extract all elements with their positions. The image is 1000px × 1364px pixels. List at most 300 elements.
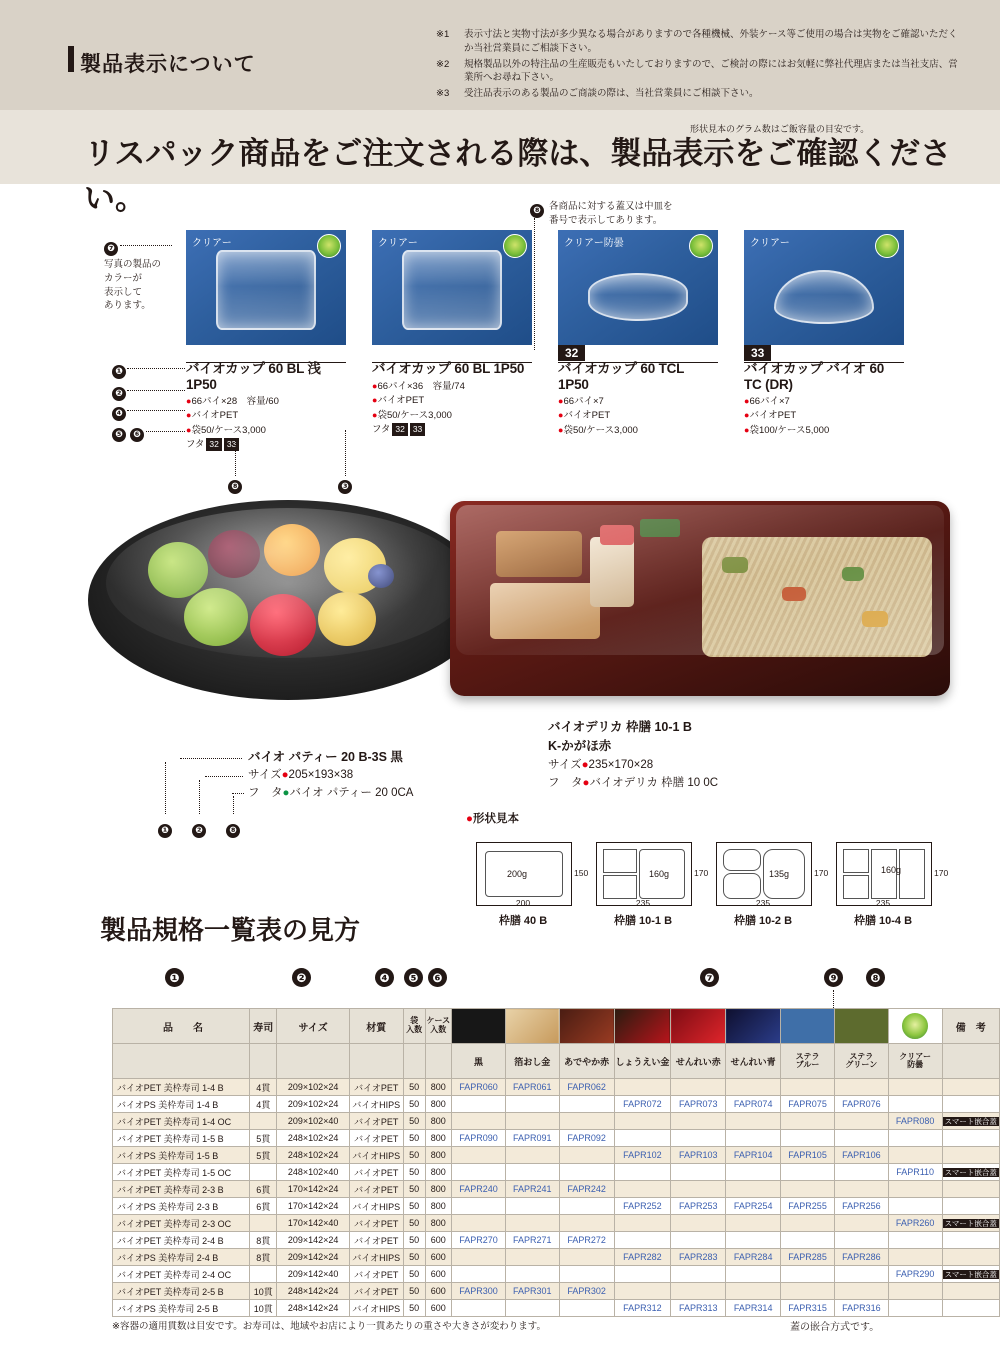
cell-size: 209×102×40: [277, 1113, 349, 1130]
leader-line: [127, 410, 185, 411]
cell-product-code: [781, 1181, 835, 1198]
cup-color-label: クリアー: [192, 238, 232, 249]
th-blank: [942, 1044, 999, 1079]
col-marker-1: [165, 968, 184, 987]
callout-number-6: ❻: [428, 968, 447, 987]
cell-sushi-count: [249, 1266, 277, 1283]
cell-bag-qty: 50: [403, 1147, 425, 1164]
cell-product-code: FAPR282: [614, 1249, 671, 1266]
th-name: 品 名: [113, 1009, 250, 1044]
cell-product-code: FAPR301: [505, 1283, 559, 1300]
cell-product-code: FAPR270: [452, 1232, 506, 1249]
shape-grams: 160g: [881, 865, 902, 875]
cell-product-code: FAPR285: [781, 1249, 835, 1266]
divider: [744, 362, 904, 363]
swatch-stella-green: [834, 1009, 888, 1044]
cup-spec: [372, 380, 532, 437]
shape-label: 枠膳 10-4 B: [853, 915, 913, 927]
cup-capacity: 容量/60: [246, 396, 279, 407]
shape-cell: [843, 875, 869, 899]
cup-name: バイオカップ 60 BL 浅 1P50: [186, 361, 321, 392]
cell-product-code: [671, 1215, 726, 1232]
col-marker-2: [292, 968, 311, 987]
cup-spec: [744, 395, 904, 438]
table-row: [113, 1096, 1000, 1113]
cell-material: バイオHIPS: [349, 1147, 403, 1164]
cell-case-qty: 800: [425, 1113, 452, 1130]
product-lid: バイオ パティー 20 0CA: [289, 787, 414, 800]
cell-product-code: FAPR073: [671, 1096, 726, 1113]
bullet-icon: ●: [466, 813, 473, 825]
cell-product-code: [505, 1215, 559, 1232]
col-marker-6: [428, 968, 447, 987]
callout-marker-5: [112, 424, 126, 442]
leader-line: [235, 440, 236, 476]
product-photo-fruit-bowl: [88, 500, 488, 715]
bullet-icon: ●: [558, 396, 564, 406]
cell-product-code: [505, 1198, 559, 1215]
cup-lid-code: 33: [410, 423, 425, 436]
callout-number-5: ❺: [404, 968, 423, 987]
callout-marker-8b: [226, 820, 240, 838]
eco-mark-icon: [689, 234, 713, 258]
bullet-icon: ●: [744, 424, 750, 435]
cell-bag-qty: 50: [403, 1198, 425, 1215]
table-row: [113, 1215, 1000, 1232]
product-caption-2: [548, 718, 848, 792]
cell-product-code: [559, 1198, 614, 1215]
cell-case-qty: 800: [425, 1198, 452, 1215]
cup-spec: [558, 395, 718, 438]
cell-case-qty: 800: [425, 1147, 452, 1164]
cell-size: 209×102×24: [277, 1079, 349, 1096]
cup-size: 66パイ×36: [377, 381, 424, 392]
cup-material: バイオPET: [191, 410, 239, 422]
cell-product-code: [834, 1232, 888, 1249]
note-text: 表示寸法と実物寸法が多少異なる場合がありますので各種機械、外装ケース等ご使用の場合は実物をご確認いただくか当社営業員にご相談下さい。: [464, 29, 958, 54]
smart-lid-badge: スマート嵌合蓋: [944, 1167, 997, 1177]
cell-bag-qty: 50: [403, 1215, 425, 1232]
th-case-line1: ケース: [426, 1016, 451, 1026]
product-lid-label: フ タ: [248, 787, 283, 800]
callout-number-8: ❽: [530, 204, 544, 218]
cell-product-code: [834, 1181, 888, 1198]
swatch-hakuoshikin: [505, 1009, 559, 1044]
cell-case-qty: 800: [425, 1130, 452, 1147]
cell-product-code: [888, 1181, 942, 1198]
cell-product-code: FAPR283: [671, 1249, 726, 1266]
cup-lid-label: フタ: [186, 438, 205, 450]
table-row: [113, 1249, 1000, 1266]
table-row: [113, 1181, 1000, 1198]
callout-7-line: 表示して: [104, 286, 143, 298]
th-color-2: あでやか赤: [559, 1044, 614, 1079]
note-key: ※1: [436, 29, 450, 40]
eco-mark-icon: [503, 234, 527, 258]
cup-spec: [186, 395, 346, 452]
cell-product-code: [781, 1283, 835, 1300]
cell-sushi-count: 8貫: [249, 1249, 277, 1266]
callout-number-2: ❷: [112, 387, 126, 401]
cell-product-code: FAPR290: [888, 1266, 942, 1283]
callout-8-line: 番号で表示してあります。: [549, 214, 663, 226]
cup-photo: [558, 230, 718, 345]
product-lid: バイオデリカ 枠膳 10 0C: [589, 776, 719, 789]
cell-product-code: FAPR313: [671, 1300, 726, 1317]
cell-product-code: FAPR315: [781, 1300, 835, 1317]
cell-product-code: [559, 1215, 614, 1232]
shape-label: 枠膳 40 B: [498, 915, 548, 927]
divider: [186, 362, 346, 363]
bullet-icon: ●: [744, 410, 750, 421]
cell-product-code: [614, 1232, 671, 1249]
shape-cell: [603, 875, 637, 899]
cell-product-name: バイオPET 美枠寿司 1-5 OC: [113, 1164, 250, 1181]
cell-product-code: [671, 1181, 726, 1198]
cell-product-code: [559, 1147, 614, 1164]
shape-width: 235: [875, 898, 891, 908]
cell-bag-qty: 50: [403, 1164, 425, 1181]
cell-product-code: FAPR074: [726, 1096, 781, 1113]
cell-product-code: FAPR272: [559, 1232, 614, 1249]
callout-number-3: ❸: [338, 480, 352, 494]
smart-lid-badge: スマート嵌合蓋: [944, 1116, 997, 1126]
callout-number-7: ❼: [104, 242, 118, 256]
shape-height: 170: [934, 868, 949, 878]
table-footnote-2: 蓋の嵌合方式です。: [790, 1322, 880, 1333]
cell-product-code: FAPR110: [888, 1164, 942, 1181]
cell-material: バイオPET: [349, 1215, 403, 1232]
cell-product-code: [614, 1283, 671, 1300]
cup-material: バイオPET: [377, 395, 425, 407]
product-photo-bento: [430, 495, 960, 720]
cell-product-code: FAPR286: [834, 1249, 888, 1266]
callout-marker-2: [112, 383, 126, 401]
table-row: [113, 1266, 1000, 1283]
bullet-icon: ●: [581, 758, 589, 771]
product-size: 205×193×38: [288, 769, 354, 782]
divider: [372, 362, 532, 363]
cell-case-qty: 600: [425, 1249, 452, 1266]
col-marker-9: [824, 968, 843, 987]
shape-grams: 160g: [649, 869, 670, 879]
cell-remark: [942, 1300, 999, 1317]
cell-bag-qty: 50: [403, 1113, 425, 1130]
col-marker-4: [375, 968, 394, 987]
cell-product-code: FAPR105: [781, 1147, 835, 1164]
shape-cell: [603, 849, 637, 873]
cell-product-code: FAPR256: [834, 1198, 888, 1215]
table-row: [113, 1130, 1000, 1147]
table-row: [113, 1147, 1000, 1164]
page-header: [0, 0, 1000, 110]
product-name: バイオ パティー 20 B-3S 黒: [248, 750, 403, 764]
bullet-icon: ●: [186, 424, 192, 435]
leader-line: [165, 762, 166, 814]
cell-remark: [942, 1232, 999, 1249]
cell-product-name: バイオPS 美枠寿司 1-4 B: [113, 1096, 250, 1113]
leader-line: [205, 776, 243, 777]
cell-product-name: バイオPS 美枠寿司 2-3 B: [113, 1198, 250, 1215]
callout-number-4: ❹: [112, 407, 126, 421]
cell-product-code: FAPR271: [505, 1232, 559, 1249]
cup-lid-code: 32: [392, 423, 407, 436]
cup-card-2: [372, 230, 532, 437]
bullet-icon: ●: [282, 787, 290, 800]
cell-product-name: バイオPET 美枠寿司 2-3 B: [113, 1181, 250, 1198]
leader-line: [232, 793, 244, 794]
callout-8-marker: [530, 200, 544, 218]
th-blank: [249, 1044, 277, 1079]
product-name: バイオデリカ 枠膳 10-1 B: [548, 720, 692, 734]
cell-product-code: [726, 1079, 781, 1096]
callout-number-2: ❷: [192, 824, 206, 838]
col-marker-7: [700, 968, 719, 987]
cell-remark: [942, 1198, 999, 1215]
cell-bag-qty: 50: [403, 1300, 425, 1317]
header-accent-bar: [68, 46, 74, 72]
th-blank: [425, 1044, 452, 1079]
cell-product-code: [452, 1096, 506, 1113]
cell-bag-qty: 50: [403, 1266, 425, 1283]
cell-product-code: [452, 1215, 506, 1232]
shape-height: 150: [574, 868, 589, 878]
callout-8-text: [549, 200, 769, 228]
cell-product-code: [781, 1215, 835, 1232]
cell-product-code: FAPR062: [559, 1079, 614, 1096]
cell-size: 170×142×40: [277, 1215, 349, 1232]
th-color-5: せんれい青: [726, 1044, 781, 1079]
cell-product-code: FAPR072: [614, 1096, 671, 1113]
note-text: 規格製品以外の特注品の生産販売もいたしておりますので、ご検討の際にはお気軽に弊社代理店または当社支店、営業所へお尋ね下さい。: [464, 58, 958, 84]
swatch-senreiao: [726, 1009, 781, 1044]
smart-lid-badge: スマート嵌合蓋: [944, 1218, 997, 1228]
cell-sushi-count: 5貫: [249, 1130, 277, 1147]
cell-product-code: [671, 1130, 726, 1147]
table-section-title: 製品規格一覧表の見方: [100, 915, 361, 945]
cell-size: 170×142×24: [277, 1198, 349, 1215]
th-color-7: ステラ グリーン: [834, 1044, 888, 1079]
cell-product-name: バイオPET 美枠寿司 2-4 B: [113, 1232, 250, 1249]
cell-product-code: [671, 1266, 726, 1283]
callout-number-8: ❽: [226, 824, 240, 838]
cell-sushi-count: 4貫: [249, 1096, 277, 1113]
cell-material: バイオHIPS: [349, 1249, 403, 1266]
cell-product-code: [505, 1300, 559, 1317]
note-text: 受注品表示のある製品のご商談の際は、当社営業員にご相談下さい。: [464, 88, 759, 100]
cell-sushi-count: 4貫: [249, 1079, 277, 1096]
shape-cell: [843, 849, 869, 873]
cell-product-code: FAPR104: [726, 1147, 781, 1164]
cell-product-code: [781, 1232, 835, 1249]
cell-product-code: [726, 1283, 781, 1300]
bullet-icon: ●: [372, 395, 378, 406]
cup-image: [588, 273, 688, 321]
th-case-line2: 入数: [430, 1025, 447, 1034]
callout-number-1: ❶: [165, 968, 184, 987]
leader-line: [127, 368, 185, 369]
cell-product-name: バイオPET 美枠寿司 2-4 OC: [113, 1266, 250, 1283]
product-size: 235×170×28: [588, 758, 654, 771]
shape-sample-4: [836, 842, 932, 906]
cup-lid-code: 32: [206, 438, 221, 451]
cell-product-code: FAPR302: [559, 1283, 614, 1300]
callout-7-line: あります。: [104, 300, 151, 312]
cell-product-code: [781, 1079, 835, 1096]
cell-product-code: [559, 1249, 614, 1266]
cell-product-code: [834, 1164, 888, 1181]
cup-lid-label: フタ: [372, 423, 391, 435]
cup-size: 66パイ×28: [191, 396, 238, 407]
lid-highlight: [456, 505, 944, 655]
cell-product-code: [452, 1164, 506, 1181]
th-bag: [403, 1009, 425, 1044]
cell-material: バイオPET: [349, 1266, 403, 1283]
cell-product-code: FAPR060: [452, 1079, 506, 1096]
cell-size: 170×142×24: [277, 1181, 349, 1198]
cell-product-code: [614, 1215, 671, 1232]
callout-marker-4: [112, 403, 126, 421]
table-row: [113, 1283, 1000, 1300]
callout-number-2: ❷: [292, 968, 311, 987]
cup-color-label: クリアー: [750, 238, 790, 249]
callout-marker-8-lower: [228, 476, 242, 494]
bullet-icon: ●: [744, 396, 750, 406]
shape-width: 200: [515, 898, 531, 908]
cell-material: バイオPET: [349, 1130, 403, 1147]
cell-sushi-count: [249, 1164, 277, 1181]
cell-product-code: [834, 1113, 888, 1130]
cell-bag-qty: 50: [403, 1249, 425, 1266]
shape-width: 235: [755, 898, 771, 908]
cell-size: 248×102×40: [277, 1164, 349, 1181]
cell-product-code: FAPR076: [834, 1096, 888, 1113]
cell-material: バイオPET: [349, 1283, 403, 1300]
cell-material: バイオHIPS: [349, 1198, 403, 1215]
note-key: ※2: [436, 58, 450, 70]
leader-line: [233, 796, 234, 814]
cell-product-code: [888, 1130, 942, 1147]
cell-product-code: FAPR061: [505, 1079, 559, 1096]
cell-size: 209×102×24: [277, 1096, 349, 1113]
cup-size: 66パイ×7: [563, 396, 604, 407]
spec-table-head: [113, 1009, 1000, 1079]
cell-product-code: [452, 1300, 506, 1317]
leader-line: [146, 431, 185, 432]
cell-case-qty: 600: [425, 1266, 452, 1283]
cup-material: バイオPET: [563, 410, 611, 422]
note-key: ※3: [436, 88, 450, 100]
cell-product-code: [888, 1300, 942, 1317]
swatch-senreiaka: [671, 1009, 726, 1044]
callout-marker-6: [130, 424, 144, 442]
shape-sample-group: [466, 812, 949, 942]
cell-material: バイオHIPS: [349, 1096, 403, 1113]
cell-product-name: バイオPET 美枠寿司 2-3 OC: [113, 1215, 250, 1232]
shape-label: 枠膳 10-2 B: [733, 915, 793, 927]
callout-7-line: 写真の製品の: [104, 259, 162, 270]
cell-product-code: [559, 1300, 614, 1317]
callout-marker-3: [338, 476, 352, 494]
cell-size: 209×142×24: [277, 1249, 349, 1266]
cell-product-code: [834, 1283, 888, 1300]
cell-product-code: [781, 1164, 835, 1181]
shape-sample-3: [716, 842, 812, 906]
cup-product-row: [0, 230, 1000, 450]
cell-case-qty: 800: [425, 1164, 452, 1181]
cell-remark: [942, 1249, 999, 1266]
cell-product-name: バイオPET 美枠寿司 2-5 B: [113, 1283, 250, 1300]
cup-pack: 袋100/ケース5,000: [749, 424, 830, 436]
cup-image: [402, 250, 502, 330]
cell-product-code: FAPR242: [559, 1181, 614, 1198]
cell-case-qty: 600: [425, 1283, 452, 1300]
cell-remark: [942, 1283, 999, 1300]
cell-material: バイオPET: [349, 1164, 403, 1181]
product-name-sub: K-かがほ赤: [548, 739, 612, 754]
cell-product-code: [888, 1283, 942, 1300]
cell-product-code: [781, 1113, 835, 1130]
cup-photo: [186, 230, 346, 345]
cell-size: 248×142×24: [277, 1300, 349, 1317]
cell-product-name: バイオPET 美枠寿司 1-4 B: [113, 1079, 250, 1096]
th-color-1: 箔おし金: [505, 1044, 559, 1079]
cell-product-code: FAPR252: [614, 1198, 671, 1215]
cell-sushi-count: 5貫: [249, 1147, 277, 1164]
cell-product-code: [671, 1283, 726, 1300]
th-case: [425, 1009, 452, 1044]
callout-number-7: ❼: [700, 968, 719, 987]
smart-lid-badge: スマート嵌合蓋: [944, 1269, 997, 1279]
swatch-clear-bougumori: [888, 1009, 942, 1044]
shape-sample-2: [596, 842, 692, 906]
shape-label: 枠膳 10-1 B: [613, 915, 673, 927]
swatch-shoueikin: [614, 1009, 671, 1044]
lid-highlight: [106, 508, 470, 658]
cell-remark: [942, 1181, 999, 1198]
cup-name: バイオカップ 60 BL 1P50: [372, 361, 525, 376]
cell-product-code: [726, 1181, 781, 1198]
cell-product-code: [505, 1147, 559, 1164]
product-caption-1: [248, 748, 468, 803]
table-footnote: ※容器の適用貫数は目安です。お寿司は、地域やお店により一貫あたりの重さや大きさが変わります。: [112, 1321, 546, 1332]
shape-cell: [899, 849, 925, 899]
th-remarks: 備 考: [942, 1009, 999, 1044]
cell-product-code: [614, 1079, 671, 1096]
cell-product-code: [559, 1096, 614, 1113]
cell-bag-qty: 50: [403, 1283, 425, 1300]
cup-photo: [744, 230, 904, 345]
bullet-icon: ●: [372, 409, 378, 420]
cup-color-label: クリアー防曇: [564, 238, 624, 249]
cell-product-code: FAPR092: [559, 1130, 614, 1147]
shape-width: 235: [635, 898, 651, 908]
tray-base: [450, 501, 950, 696]
product-lid-label: フ タ: [548, 776, 583, 789]
cell-product-name: バイオPET 美枠寿司 1-5 B: [113, 1130, 250, 1147]
cell-product-code: [726, 1164, 781, 1181]
callout-8-line: 各商品に対する蓋又は中皿を: [549, 201, 673, 212]
callout-number-8: ❽: [228, 480, 242, 494]
th-color-3: しょうえい金: [614, 1044, 671, 1079]
cell-sushi-count: 8貫: [249, 1232, 277, 1249]
cell-product-code: [888, 1147, 942, 1164]
cell-product-name: バイオPET 美枠寿司 1-4 OC: [113, 1113, 250, 1130]
cell-case-qty: 800: [425, 1079, 452, 1096]
cell-remark: [942, 1164, 999, 1181]
cup-image: [216, 250, 316, 330]
cell-product-code: [781, 1130, 835, 1147]
